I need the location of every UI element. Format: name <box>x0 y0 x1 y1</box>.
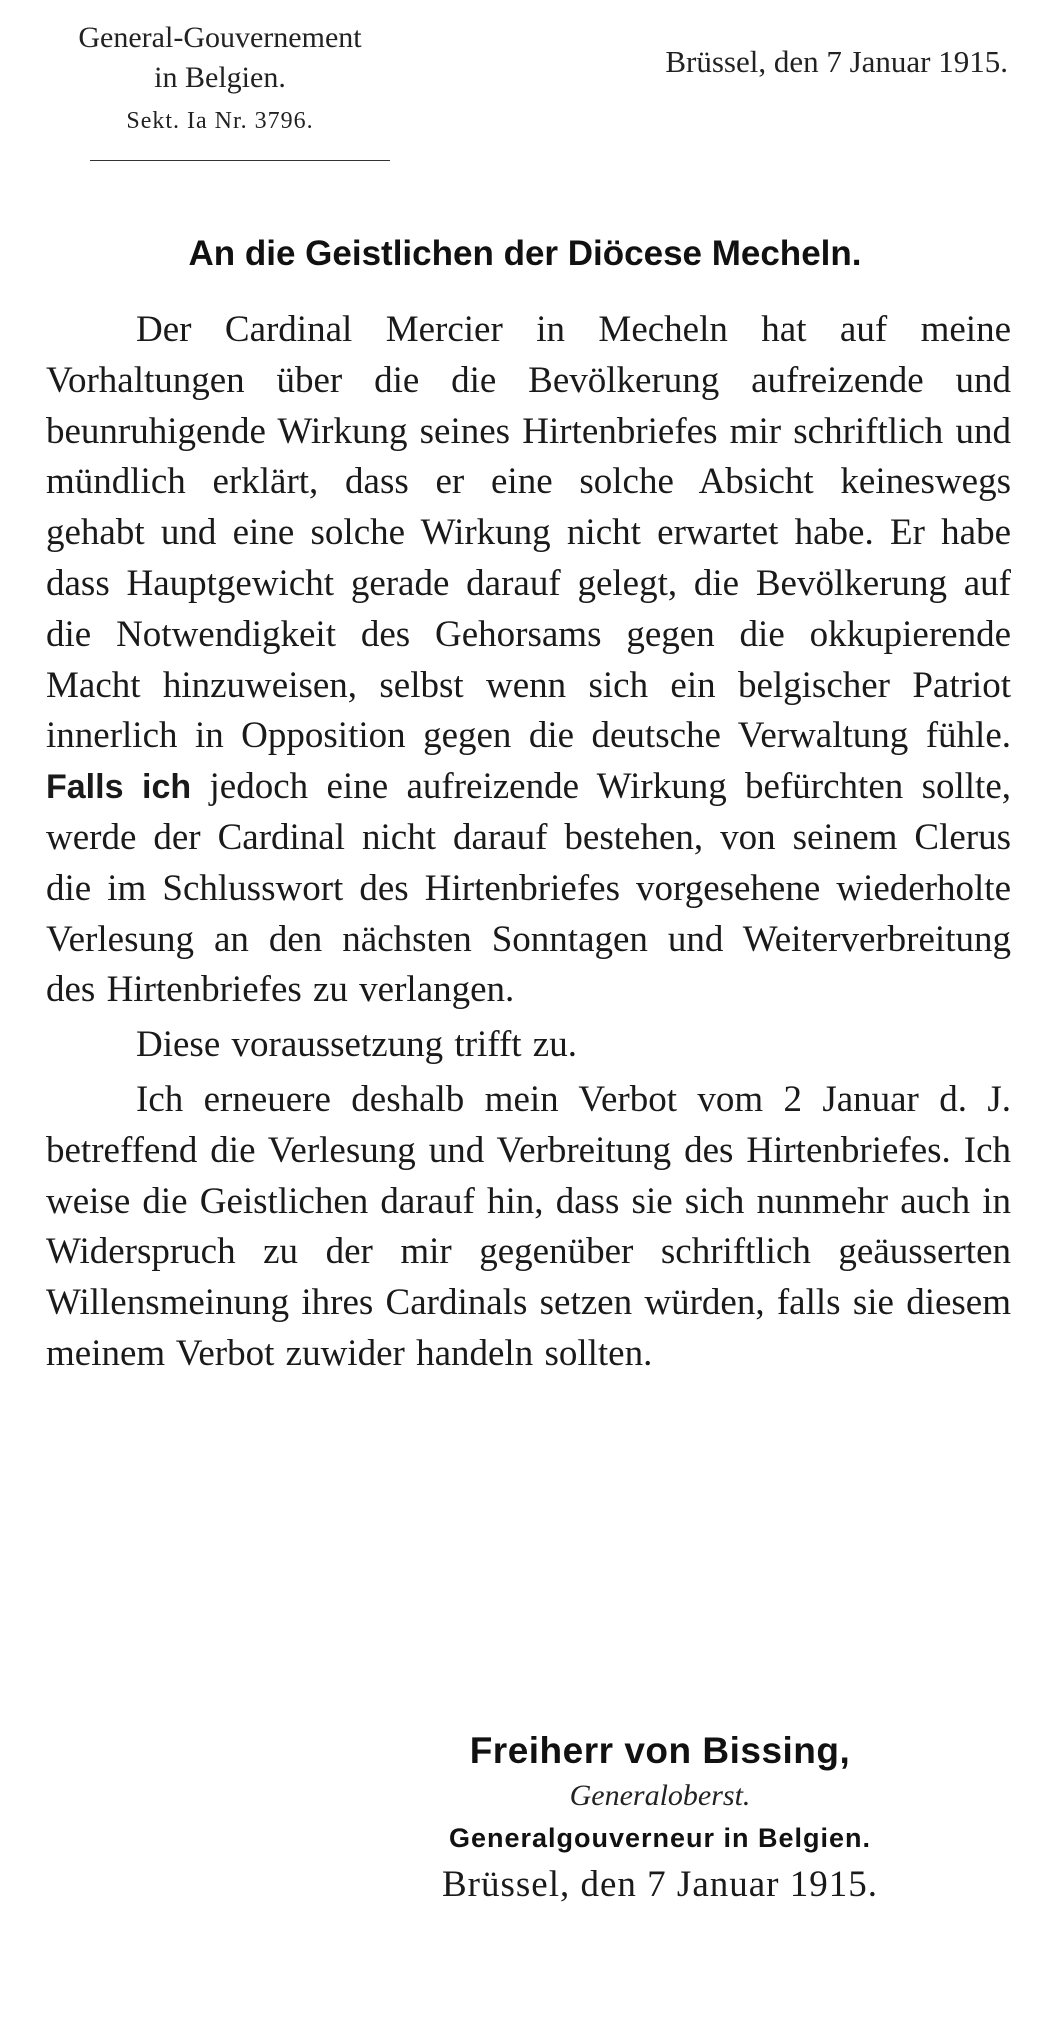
signatory-office: Generalgouverneur in Belgien. <box>448 1823 872 1853</box>
reference-number: Sekt. Ia Nr. 3796. <box>126 108 314 134</box>
header-place-date: Brüssel, den 7 Januar 1915. <box>665 44 1008 79</box>
paragraph-1-emphasis: Falls ich <box>46 768 192 807</box>
authority-line-1: General-Gouvernement <box>78 21 362 54</box>
body-paragraph-3: Ich erneuere deshalb mein Verbot vom 2 Januar d. J. betreffend die Verlesung und Verbreitung des Hirtenbriefes. Ich weise die Geistlichen darauf hin, dass sie sich nunmehr auch in Widerspruch zu der mir gegenüber schriftlich geäusserten Willensmeinung ihres Cardinals setzen würden, falls sie diesem meinem Verbot zuwider handeln sollten. <box>46 1078 1011 1374</box>
document-title: An die Geistlichen der Diöcese Mecheln. <box>188 234 862 273</box>
body-paragraph-1 <box>46 305 1011 1016</box>
issuing-authority <box>40 18 400 136</box>
authority-line-2: in Belgien. <box>154 61 286 94</box>
body-paragraph-2: Diese voraussetzung trifft zu. <box>136 1024 577 1066</box>
document-body <box>46 305 1011 1380</box>
paragraph-1-text-b: jedoch eine aufreizende Wirkung befürchten sollte, werde der Cardinal nicht darauf bestehen, von seinem Clerus die im Schlusswort des Hirtenbriefes vorgesehene wiederholte Verlesung an den nächsten Sonntagen und Weiterverbreitung des Hirtenbriefes zu verlangen. <box>46 766 1012 1011</box>
paragraph-1-text-a: Der Cardinal Mercier in Mecheln hat auf meine Vorhaltungen über die die Bevölkerung aufreizende und beunruhigende Wirkung seines Hirtenbriefes mir schriftlich und mündlich erklärt, dass er eine solche Absicht keineswegs gehabt und eine solche Wirkung nicht erwartet habe. Er habe dass Hauptgewicht gerade darauf gelegt, die Bevölkerung auf die Notwendigkeit des Gehorsams gegen die okkupierende Macht hinzuweisen, selbst wenn sich ein belgischer Patriot innerlich in Opposition gegen die deutsche Verwaltung fühle. <box>46 309 1011 757</box>
signature-place-date: Brüssel, den 7 Januar 1915. <box>442 1864 878 1905</box>
signature-block <box>380 1728 940 1908</box>
signatory-rank: Generaloberst. <box>569 1779 751 1812</box>
header-divider <box>90 160 390 161</box>
signatory-name: Freiherr von Bissing, <box>469 1730 851 1771</box>
